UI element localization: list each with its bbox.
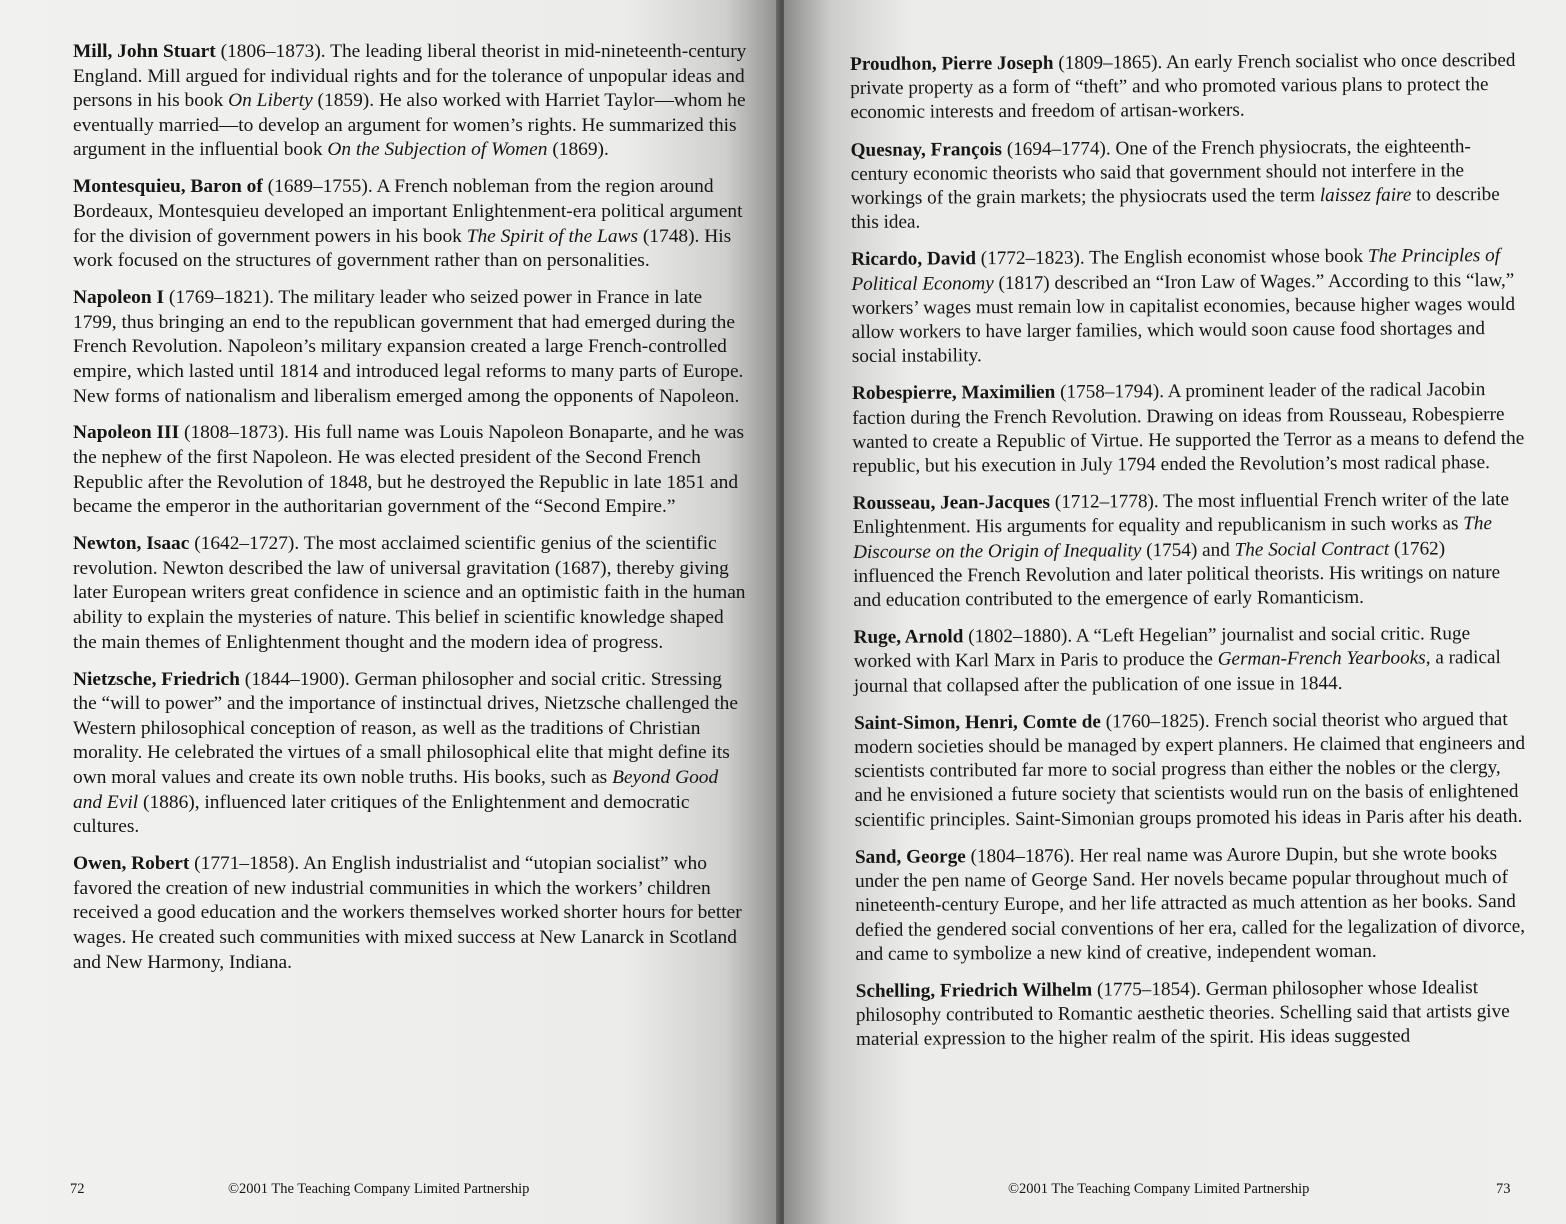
entry-text: (1886), influenced later critiques of the Enlightenment and democratic cultures. [73,791,690,838]
right-page [784,0,1566,1224]
glossary-entry [854,622,1528,699]
right-page-number: 73 [1496,1181,1511,1197]
entry-name: Napoleon I [73,287,165,309]
glossary-entry [853,488,1528,613]
work-title: The Discourse on the Origin of Inequality [852,513,1493,563]
entry-name: Quesnay, François [850,138,1003,161]
entry-name: Schelling, Friedrich Wilhelm [855,979,1093,1002]
glossary-entry [851,244,1526,369]
entry-text: (1844–1900). German philosopher and social critic. Stressing the “will to power” and the importance of instinctual drives, Nietzsche challenged the Western philosophical conception of reason, as well as the traditions of Christian morality. He celebrated the virtues of a small philosophical elite that might define its own moral values and create its own noble truths. His books, such as [73,668,738,788]
work-title: The Social Contract [1234,538,1390,561]
entry-name: Newton, Isaac [73,533,190,555]
entry-name: Owen, Robert [73,853,190,875]
entry-text: (1712–1778). The most influential French writer of the late Enlightenment. His arguments for equality and republicanism in such works as [852,489,1510,539]
entry-text: (1769–1821). The military leader who seized power in France in late 1799, thus bringing an end to the republican government that had emerged during the French Revolution. Napoleon’s military expansion created a large French-controlled empire, which lasted until 1814 and introduced legal reforms to many parts of Europe. New forms of nationalism and liberalism emerged among the opponents of Napoleon. [73,287,744,407]
entry-text: (1859). He also worked with Harriet Taylor—whom he eventually married—to develop an argument for women’s rights. He summarized this argument in the influential book [73,90,746,161]
left-entries [73,40,749,988]
glossary-entry [852,378,1527,479]
entry-text: (1754) and [1141,539,1235,561]
right-footer: ©2001 The Teaching Company Limited Partnership [1008,1181,1310,1197]
entry-text: (1817) described an “Iron Law of Wages.” According to this “law,” workers’ wages must remain low in capitalist economies, because higher wages would allow workers to have larger families, which would soon cause food shortages and social instability. [851,269,1516,368]
entry-name: Sand, George [854,846,966,868]
entry-name: Ruge, Arnold [853,626,964,649]
entry-name: Rousseau, Jean-Jacques [852,492,1051,515]
entry-text: (1772–1823). The English economist whose book [975,246,1368,270]
entry-text: (1760–1825). French social theorist who argued that modern societies should be managed by expert planners. He claimed that engineers and scientists contributed far more to social progress than either the nobles or the clergy, and he envisioned a future society that scientists would run on the basis of enlightened scientific principles. Saint-Simonian groups promoted his ideas in Paris after his death. [854,708,1526,831]
glossary-entry [73,40,749,163]
glossary-entry [73,852,749,975]
glossary-entry [73,286,749,409]
entry-text: (1689–1755). A French nobleman from the region around Bordeaux, Montesquieu developed an important Enlightenment-era political argument for the division of government powers in his book [73,176,743,247]
right-entries [850,49,1530,1066]
glossary-entry [73,421,749,519]
glossary-entry [850,49,1524,126]
glossary-entry [851,134,1526,235]
work-title: German-French Yearbooks [1217,647,1426,671]
entry-text: (1809–1865). An early French socialist who once described private property as a form of “theft” and who promoted various plans to protect the economic interests and freedom of artisan-workers. [850,49,1516,124]
entry-text: (1804–1876). Her real name was Aurore Dupin, but she wrote books under the pen name of George Sand. Her novels became popular throughout much of nineteenth-century Europe, and her life attracted as much attention as her books. Sand defied the gendered social conventions of her era, called for the legalization of divorce, and came to symbolize a new kind of creative, independent woman. [854,842,1526,965]
work-title: On Liberty [228,90,313,112]
entry-text: (1642–1727). The most acclaimed scientific genius of the scientific revolution. Newton described the law of universal gravitation (1687), thereby giving later European writers great confidence in science and an optimistic faith in the human ability to explain the mysteries of nature. This belief in scientific knowledge shaped the main themes of Enlightenment thought and the modern idea of progress. [73,533,746,653]
entry-text: (1762) influenced the French Revolution and later political theorists. His writings on nature and education contributed to the emergence of early Romanticism. [853,538,1501,612]
glossary-entry [73,668,749,840]
left-page [0,0,780,1224]
entry-name: Nietzsche, Friedrich [73,668,240,690]
entry-text: (1694–1774). One of the French physiocrats, the eighteenth-century economic theorists who said that government should not interfere in the workings of the grain markets; the physiocrats used the term [850,135,1471,210]
left-footer: ©2001 The Teaching Company Limited Partnership [228,1181,530,1197]
entry-text: (1748). His work focused on the structures of government rather than on personalities. [73,225,732,272]
glossary-entry [73,175,749,273]
entry-name: Montesquieu, Baron of [73,176,263,198]
glossary-entry [73,532,749,655]
entry-text: (1806–1873). The leading liberal theorist in mid-nineteenth-century England. Mill argued for individual rights and for the tolerance of unpopular ideas and persons in his book [73,41,747,112]
entry-name: Saint-Simon, Henri, Comte de [854,711,1101,734]
work-title: laissez faire [1319,184,1412,207]
entry-name: Mill, John Stuart [73,41,216,62]
entry-name: Proudhon, Pierre Joseph [850,52,1054,75]
entry-text: (1869). [547,139,609,161]
entry-text: (1758–1794). A prominent leader of the radical Jacobin faction during the French Revolution. Drawing on ideas from Rousseau, Robespierre wanted to create a Republic of Virtue. He supported the Terror as a means to defend the republic, but his execution in July 1794 ended the Revolution’s most radical phase. [852,379,1525,478]
entry-name: Robespierre, Maximilien [852,382,1056,405]
entry-name: Ricardo, David [851,248,977,271]
entry-text: (1802–1880). A “Left Hegelian” journalist and social critic. Ruge worked with Karl Marx in Paris to produce the [853,623,1471,673]
work-title: On the Subjection of Women [327,139,548,161]
entry-text: (1808–1873). His full name was Louis Napoleon Bonaparte, and he was the nephew of the first Napoleon. He was elected president of the Second French Republic after the Revolution of 1848, but he destroyed the Republic in late 1851 and became the emperor in the authoritarian government of the “Second Empire.” [73,422,745,518]
entry-text: (1771–1858). An English industrialist and “utopian socialist” who favored the creation of new industrial communities in which the workers’ children received a good education and the workers themselves worked shorter hours for better wages. He created such communities with mixed success at New Lanarck in Scotland and New Harmony, Indiana. [73,853,742,973]
work-title: The Spirit of the Laws [466,225,638,247]
work-title: Beyond Good and Evil [73,766,719,813]
entry-name: Napoleon III [73,422,180,444]
work-title: The Principles of Political Economy [851,245,1501,295]
glossary-entry [856,976,1530,1053]
glossary-entry [854,708,1529,833]
glossary-entry [855,842,1530,967]
left-page-number: 72 [70,1181,85,1197]
entry-text: to describe this idea. [850,184,1500,234]
entry-text: (1775–1854). German philosopher whose Idealist philosophy contributed to Romantic aesthetic theories. Schelling said that artists give material expression to the higher realm of the spirit. His ideas suggested [855,977,1510,1051]
entry-text: , a radical journal that collapsed after the publication of one issue in 1844. [853,647,1501,697]
